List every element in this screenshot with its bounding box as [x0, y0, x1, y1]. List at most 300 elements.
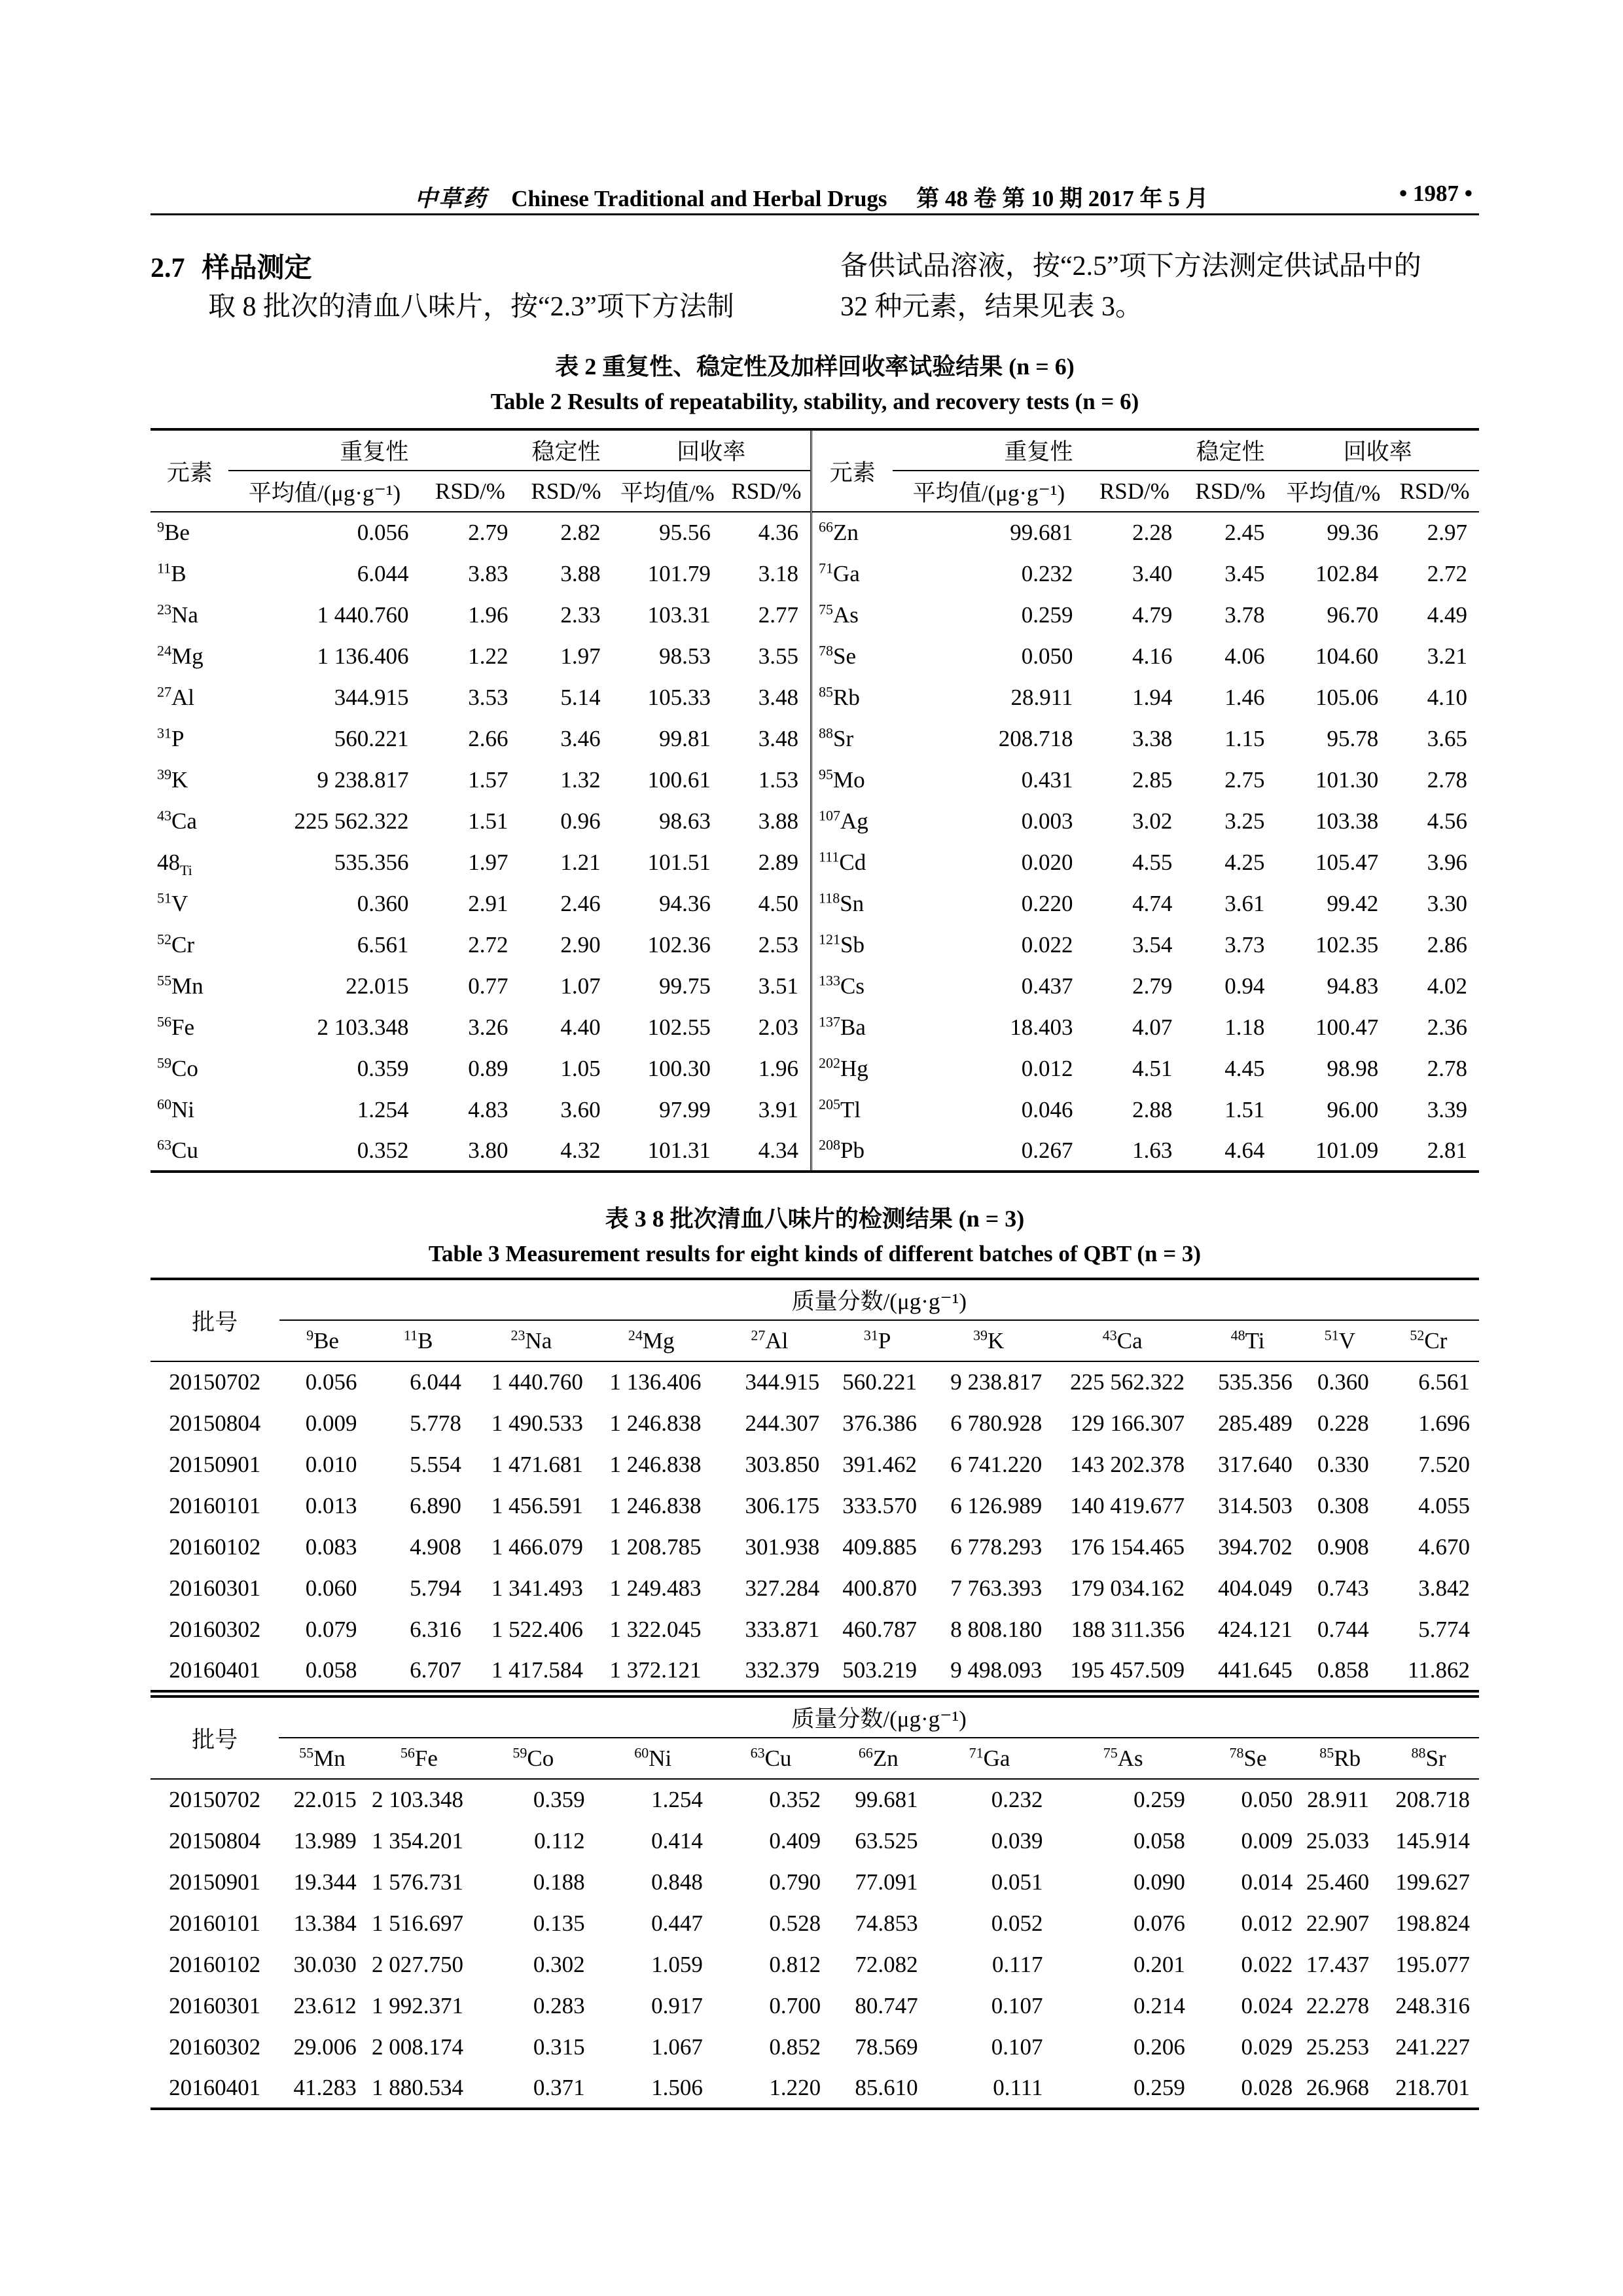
element-symbol: Zn	[833, 520, 859, 545]
issue-info: 第 48 卷 第 10 期 2017 年 5 月	[916, 186, 1209, 211]
t3-cell: 6.316	[410, 1616, 461, 1642]
element-symbol: V	[171, 890, 188, 916]
mass-number: 9	[157, 518, 164, 535]
mass-number: 11	[157, 559, 171, 576]
element-cell	[812, 842, 893, 883]
t3-cell: 244.307	[745, 1410, 820, 1436]
t2-h-mean: 平均值/(μg·g⁻¹)	[228, 471, 420, 512]
element-symbol: K	[987, 1327, 1005, 1354]
element-cell	[1302, 1320, 1378, 1361]
right-paragraph	[840, 246, 1482, 327]
table-row	[151, 1089, 1479, 1130]
mass-number: 75	[819, 600, 834, 617]
section-number: 2.7	[151, 253, 185, 283]
t3-cell: 198.824	[1395, 1910, 1470, 1936]
t2-cell-rsd3: 4.49	[1427, 601, 1467, 628]
t3-cell: 4.055	[1418, 1492, 1470, 1518]
mass-number: 23	[157, 600, 171, 617]
batch-number: 20160102	[169, 1951, 261, 1977]
mass-number: 9	[306, 1326, 314, 1343]
t3-cell: 25.460	[1306, 1869, 1370, 1895]
element-symbol: Ba	[840, 1014, 866, 1040]
t3-cell: 1 880.534	[366, 2068, 473, 2109]
page-number: • 1987 •	[1399, 181, 1472, 206]
table-row	[151, 965, 1479, 1007]
element-cell	[1052, 1738, 1194, 1779]
t2-cell-rsd2: 2.33	[560, 601, 601, 628]
t2-cell-rsd3: 4.56	[1427, 808, 1467, 834]
element-cell	[812, 924, 893, 965]
t3-cell: 424.121	[1218, 1616, 1293, 1642]
mass-number: 52	[157, 930, 171, 947]
t2-cell-rsd2: 1.05	[560, 1055, 601, 1081]
mass-number: 24	[628, 1326, 643, 1343]
t3-cell: 303.850	[745, 1451, 820, 1477]
element-cell	[812, 1130, 893, 1172]
t2-cell-rsd3: 4.50	[758, 890, 799, 916]
element-cell	[812, 1007, 893, 1048]
element-symbol: Hg	[840, 1055, 868, 1081]
element-cell	[812, 636, 893, 677]
t2-cell-rsd3: 2.77	[758, 601, 799, 628]
t2-cell-rsd3: 3.30	[1427, 890, 1467, 916]
t2-cell-rec: 105.47	[1315, 849, 1379, 875]
t3-cell: 6 741.220	[950, 1451, 1043, 1477]
t3-cell: 6 780.928	[950, 1410, 1043, 1436]
mass-number: 63	[157, 1136, 171, 1153]
table-row	[151, 553, 1479, 594]
t2-cell-mean: 0.046	[1021, 1096, 1073, 1122]
mass-number: 66	[858, 1744, 873, 1761]
t2-cell-rec: 100.61	[647, 766, 711, 793]
element-cell	[366, 1320, 470, 1361]
table-row	[151, 1526, 1479, 1568]
table2-caption-en: Table 2 Results of repeatability, stability, and recovery tests (n = 6)	[490, 389, 1139, 414]
t2-h-rsd2: RSD/%	[520, 471, 612, 512]
t3-cell: 0.058	[1133, 1827, 1185, 1854]
mass-number: 55	[157, 971, 171, 988]
t2-h-rec-mean-r: 平均值/%	[1277, 471, 1391, 512]
t3-cell: 333.871	[745, 1616, 820, 1642]
t2-cell-mean: 0.267	[893, 1130, 1084, 1172]
t3-cell: 409.885	[842, 1534, 917, 1560]
t2-cell-rsd1: 4.74	[1132, 890, 1173, 916]
t2-cell-rsd1: 3.02	[1132, 808, 1173, 834]
batch-number: 20160101	[169, 1492, 261, 1518]
t3-cell: 560.221	[842, 1369, 917, 1395]
table-row	[151, 512, 1479, 553]
t3-cell: 77.091	[855, 1869, 918, 1895]
element-symbol: Mo	[833, 766, 865, 793]
element-cell	[812, 677, 893, 718]
t2-cell-rsd2: 3.78	[1224, 601, 1265, 628]
mass-number: 208	[819, 1136, 841, 1153]
element-symbol: Co	[527, 1745, 554, 1771]
t2-cell-rsd2: 3.88	[560, 560, 601, 586]
t3-cell: 145.914	[1395, 1827, 1470, 1854]
t2-cell-rsd1: 2.79	[468, 520, 508, 545]
t3-cell: 1 372.121	[592, 1650, 711, 1691]
journal-logo: 中草药	[414, 185, 488, 212]
t3-cell: 394.702	[1218, 1534, 1293, 1560]
t3-cell: 0.090	[1133, 1869, 1185, 1895]
t2-cell-rsd3: 1.96	[758, 1055, 799, 1081]
t2-cell-mean: 9 238.817	[317, 766, 409, 793]
t3-cell: 0.700	[769, 1992, 821, 2018]
t3-cell: 25.253	[1306, 2034, 1370, 2060]
batch-number: 20160302	[169, 2034, 261, 2060]
t3-cell: 4.670	[1418, 1534, 1470, 1560]
t3-cell: 6 126.989	[950, 1492, 1043, 1518]
t2-cell-rsd3: 3.39	[1427, 1096, 1467, 1122]
mass-number: 205	[819, 1095, 841, 1112]
t3-cell: 13.989	[293, 1827, 357, 1854]
t3-cell: 0.790	[769, 1869, 821, 1895]
t3-cell: 0.528	[769, 1910, 821, 1936]
t2-cell-rsd3: 3.55	[758, 643, 799, 669]
t2-cell-rsd2: 2.82	[560, 520, 601, 545]
t3b-h-batch: 批号	[151, 1696, 279, 1779]
batch-number: 20150702	[169, 1369, 261, 1395]
table-row	[151, 1007, 1479, 1048]
mass-number: 137	[819, 1013, 841, 1030]
t2-cell-rec: 96.70	[1327, 601, 1379, 628]
t2-h-mean-r: 平均值/(μg·g⁻¹)	[893, 471, 1084, 512]
t2-cell-mean: 6.044	[357, 560, 409, 586]
t3-cell: 0.409	[769, 1827, 821, 1854]
element-cell	[151, 800, 228, 842]
element-cell	[812, 512, 893, 553]
t3-cell: 176 154.465	[1070, 1534, 1185, 1560]
table-row	[151, 1861, 1479, 1903]
element-cell	[711, 1320, 829, 1361]
element-symbol: Cs	[840, 973, 865, 999]
t2-cell-mean: 535.356	[334, 849, 409, 875]
t2-cell-mean: 225 562.322	[294, 808, 409, 834]
t3-cell: 1.254	[651, 1787, 703, 1812]
t3-cell: 1 322.045	[609, 1616, 702, 1642]
t2-cell-rsd3: 2.78	[1427, 766, 1467, 793]
t2-cell-rsd1: 3.54	[1132, 931, 1173, 958]
t3-cell: 26.968	[1302, 2068, 1378, 2109]
element-symbol: Mn	[171, 973, 204, 999]
t2-cell-rec: 95.78	[1327, 725, 1379, 751]
t2-cell-rsd1: 2.88	[1132, 1096, 1173, 1122]
table-row	[151, 883, 1479, 924]
element-cell	[594, 1738, 712, 1779]
mass-number: 27	[751, 1326, 766, 1343]
mass-number: 23	[510, 1326, 526, 1343]
mass-number: 48	[157, 849, 180, 875]
left-paragraph: 取 8 批次的清血八味片，按“2.3”项下方法制	[208, 292, 734, 322]
element-cell	[279, 1320, 366, 1361]
element-cell	[812, 965, 893, 1007]
mass-number: 24	[157, 641, 171, 658]
element-cell	[812, 800, 893, 842]
element-cell	[1051, 1320, 1194, 1361]
table3-part2	[151, 1695, 1479, 2110]
t2-cell-rsd2: 1.51	[1224, 1096, 1265, 1122]
element-symbol: Ti	[180, 861, 192, 878]
element-symbol: K	[171, 766, 188, 793]
right-line-1: 备供试品溶液，按“2.5”项下方法测定供试品中的	[840, 251, 1421, 281]
t2-cell-mean: 0.360	[357, 890, 409, 916]
t2-cell-rec: 101.30	[1315, 766, 1379, 793]
mass-number: 88	[1411, 1744, 1426, 1761]
t2-cell-rsd2: 3.45	[1224, 560, 1265, 586]
t3-cell: 0.028	[1194, 2068, 1302, 2109]
t2-cell-rsd1: 4.16	[1132, 643, 1173, 669]
batch-number: 20160102	[169, 1534, 261, 1560]
t3-cell: 1 471.681	[491, 1451, 583, 1477]
t3-cell: 0.908	[1317, 1534, 1369, 1560]
t3-cell: 0.917	[651, 1992, 703, 2018]
table-row	[151, 1568, 1479, 1609]
t2-cell-rsd2: 4.25	[1224, 849, 1265, 875]
t2-h-repeat: 重复性	[228, 429, 520, 471]
t3-cell: 11.862	[1378, 1650, 1479, 1691]
t3-cell: 0.013	[305, 1492, 357, 1518]
t2-cell-rsd2: 1.21	[560, 849, 601, 875]
t2-cell-rsd1: 1.63	[1084, 1130, 1184, 1172]
t3-cell: 0.743	[1317, 1575, 1369, 1601]
t3-cell: 0.744	[1317, 1616, 1369, 1642]
t2-cell-rsd2: 1.46	[1224, 684, 1265, 710]
t3-cell: 1.220	[712, 2068, 830, 2109]
t2-cell-rsd1: 4.51	[1132, 1055, 1173, 1081]
mass-number: 52	[1410, 1326, 1425, 1343]
element-cell	[812, 553, 893, 594]
t2-cell-rsd3: 2.36	[1427, 1014, 1467, 1040]
batch-number: 20150804	[169, 1827, 261, 1854]
table-row	[151, 2068, 1479, 2109]
table-row	[151, 842, 1479, 883]
t2-cell-mean: 18.403	[1010, 1014, 1073, 1040]
t3-cell: 129 166.307	[1070, 1410, 1185, 1436]
t2-cell-rsd3: 4.34	[722, 1130, 812, 1172]
t2-cell-rsd1: 3.83	[468, 560, 508, 586]
element-symbol: Ag	[840, 808, 868, 834]
t3-cell: 85.610	[830, 2068, 927, 2109]
t3-cell: 0.232	[991, 1787, 1043, 1812]
t3-cell: 1 490.533	[491, 1410, 583, 1436]
t2-cell-mean: 1 440.760	[317, 601, 409, 628]
t2-cell-rsd1: 2.28	[1132, 520, 1173, 545]
t3-cell: 3.842	[1418, 1575, 1470, 1601]
t3-cell: 441.645	[1194, 1650, 1302, 1691]
t3-cell: 1 246.838	[609, 1451, 702, 1477]
mass-number: 43	[157, 806, 171, 823]
t3-cell: 0.051	[991, 1869, 1043, 1895]
t2-h-stability-r: 稳定性	[1184, 429, 1276, 471]
t2-cell-rsd1: 2.91	[468, 890, 508, 916]
t3-cell: 22.907	[1306, 1910, 1370, 1936]
element-cell	[151, 759, 228, 800]
t3-cell: 0.010	[305, 1451, 357, 1477]
t3-cell: 0.447	[651, 1910, 703, 1936]
element-symbol: Al	[171, 684, 194, 710]
t2-cell-mean: 0.352	[228, 1130, 420, 1172]
t3-cell: 2 103.348	[372, 1787, 464, 1812]
mass-number: 59	[512, 1744, 527, 1761]
t2-cell-rec: 94.83	[1327, 973, 1379, 999]
element-symbol: Cr	[171, 931, 194, 958]
element-symbol: P	[171, 725, 185, 751]
t3-cell: 5.778	[410, 1410, 461, 1436]
t3-cell: 7.520	[1418, 1451, 1470, 1477]
element-cell	[151, 636, 228, 677]
mass-number: 71	[819, 559, 834, 576]
t3-cell: 0.117	[992, 1951, 1043, 1977]
mass-number: 78	[819, 641, 834, 658]
t2-cell-rec: 95.56	[659, 520, 711, 545]
element-cell	[151, 512, 228, 553]
t2-cell-rec: 102.55	[647, 1014, 711, 1040]
table-row	[151, 2026, 1479, 2068]
t2-cell-mean: 0.056	[357, 520, 409, 545]
t2-cell-rsd1: 4.79	[1132, 601, 1173, 628]
element-cell	[592, 1320, 711, 1361]
t2-cell-rsd2: 3.73	[1224, 931, 1265, 958]
element-symbol: Se	[833, 643, 857, 669]
table-row	[151, 1820, 1479, 1861]
element-symbol: Na	[525, 1327, 552, 1354]
t3-cell: 78.569	[855, 2034, 918, 2060]
t2-cell-rsd1: 2.66	[468, 725, 508, 751]
t2-cell-rsd2: 0.94	[1224, 973, 1265, 999]
t3-cell: 6.044	[410, 1369, 461, 1395]
t2-cell-rec: 102.36	[647, 931, 711, 958]
table-row	[151, 718, 1479, 759]
mass-number: 27	[157, 683, 171, 700]
t3-cell: 2 027.750	[372, 1951, 464, 1977]
element-cell	[712, 1738, 830, 1779]
element-cell	[151, 553, 228, 594]
element-cell	[151, 965, 228, 1007]
mass-number: 56	[157, 1013, 171, 1030]
t3-cell: 6.890	[410, 1492, 461, 1518]
element-symbol: Ga	[833, 560, 860, 586]
t2-h-recovery: 回收率	[613, 429, 812, 471]
right-line-2: 32 种元素，结果见表 3。	[840, 292, 1143, 322]
t3-cell: 301.938	[745, 1534, 820, 1560]
mass-number: 202	[819, 1054, 841, 1071]
t3-cell: 99.681	[855, 1787, 918, 1812]
mass-number: 95	[819, 765, 834, 782]
t2-cell-rec: 101.51	[647, 849, 711, 875]
t2-cell-rec: 102.35	[1315, 931, 1379, 958]
element-cell	[926, 1320, 1051, 1361]
t2-h-recovery-r: 回收率	[1277, 429, 1479, 471]
table-row	[151, 1650, 1479, 1691]
t3-cell: 0.058	[279, 1650, 366, 1691]
mass-number: 107	[819, 806, 841, 823]
t2-cell-rsd3: 3.51	[758, 973, 799, 999]
table2	[151, 428, 1479, 1173]
t2-cell-mean: 0.003	[1021, 808, 1073, 834]
mass-number: 66	[819, 518, 834, 535]
t3-cell: 0.360	[1317, 1369, 1369, 1395]
element-cell	[1378, 1320, 1479, 1361]
t2-cell-rec: 100.47	[1315, 1014, 1379, 1040]
table3-caption-cn: 表 3 8 批次清血八味片的检测结果 (n = 3)	[605, 1206, 1025, 1232]
t2-cell-rsd2: 1.15	[1224, 725, 1265, 751]
t2-cell-rec: 96.00	[1327, 1096, 1379, 1122]
element-cell	[151, 924, 228, 965]
element-cell	[279, 1738, 366, 1779]
element-symbol: As	[833, 601, 859, 628]
mass-number: 88	[819, 724, 834, 741]
t3-cell: 5.554	[410, 1451, 461, 1477]
table-row	[151, 1609, 1479, 1650]
t3-cell: 225 562.322	[1070, 1369, 1185, 1395]
t3-cell: 1 417.584	[471, 1650, 592, 1691]
element-symbol: Cr	[1424, 1327, 1448, 1354]
t3-cell: 0.052	[991, 1910, 1043, 1936]
t3-cell: 1.067	[651, 2034, 703, 2060]
element-cell	[151, 842, 228, 883]
t2-cell-mean: 0.220	[1021, 890, 1073, 916]
table-row	[151, 1944, 1479, 1985]
element-symbol: Ti	[1245, 1327, 1265, 1354]
t3-cell: 9 238.817	[950, 1369, 1043, 1395]
t3-cell: 4.908	[410, 1534, 461, 1560]
t3-cell: 0.315	[533, 2034, 585, 2060]
t2-cell-rsd2: 4.64	[1184, 1130, 1276, 1172]
mass-number: 78	[1229, 1744, 1244, 1761]
t3-cell: 1 522.406	[491, 1616, 583, 1642]
t2-cell-rsd2: 0.96	[560, 808, 601, 834]
mass-number: 39	[972, 1326, 988, 1343]
t3-cell: 218.701	[1378, 2068, 1479, 2109]
mass-number: 31	[157, 724, 171, 741]
batch-number: 20150901	[169, 1869, 261, 1895]
t2-cell-rsd1: 3.80	[421, 1130, 520, 1172]
element-cell	[473, 1738, 594, 1779]
t2-cell-mean: 560.221	[334, 725, 409, 751]
mass-number: 11	[403, 1326, 418, 1343]
t2-cell-rsd2: 4.06	[1224, 643, 1265, 669]
t2-cell-rec: 98.53	[659, 643, 711, 669]
t2-cell-mean: 0.232	[1021, 560, 1073, 586]
element-symbol: B	[418, 1327, 433, 1354]
t2-h-rsd3: RSD/%	[722, 471, 812, 512]
t3-cell: 0.352	[769, 1787, 821, 1812]
t2-cell-rsd3: 2.86	[1427, 931, 1467, 958]
t2-cell-mean: 0.020	[1021, 849, 1073, 875]
element-symbol: Mg	[642, 1327, 675, 1354]
t2-cell-mean: 1 136.406	[317, 643, 409, 669]
element-symbol: Be	[164, 520, 190, 545]
t3-cell: 8 808.180	[950, 1616, 1043, 1642]
element-symbol: Be	[313, 1327, 339, 1354]
element-cell	[151, 1048, 228, 1089]
t3-cell: 0.228	[1317, 1410, 1369, 1436]
t2-cell-rsd2: 3.60	[560, 1096, 601, 1122]
element-cell	[1378, 1738, 1479, 1779]
element-symbol: Sb	[840, 931, 865, 958]
t2-cell-rsd2: 1.97	[560, 643, 601, 669]
t2-cell-rsd3: 4.10	[1427, 684, 1467, 710]
batch-number: 20160401	[151, 2068, 279, 2109]
t2-cell-rsd2: 1.18	[1224, 1014, 1265, 1040]
t3-cell: 248.316	[1395, 1992, 1470, 2018]
element-cell	[1194, 1320, 1302, 1361]
t2-cell-rsd1: 1.51	[468, 808, 508, 834]
t3-cell: 1 341.493	[491, 1575, 583, 1601]
t3-cell: 0.283	[533, 1992, 585, 2018]
t3-cell: 0.858	[1302, 1650, 1378, 1691]
